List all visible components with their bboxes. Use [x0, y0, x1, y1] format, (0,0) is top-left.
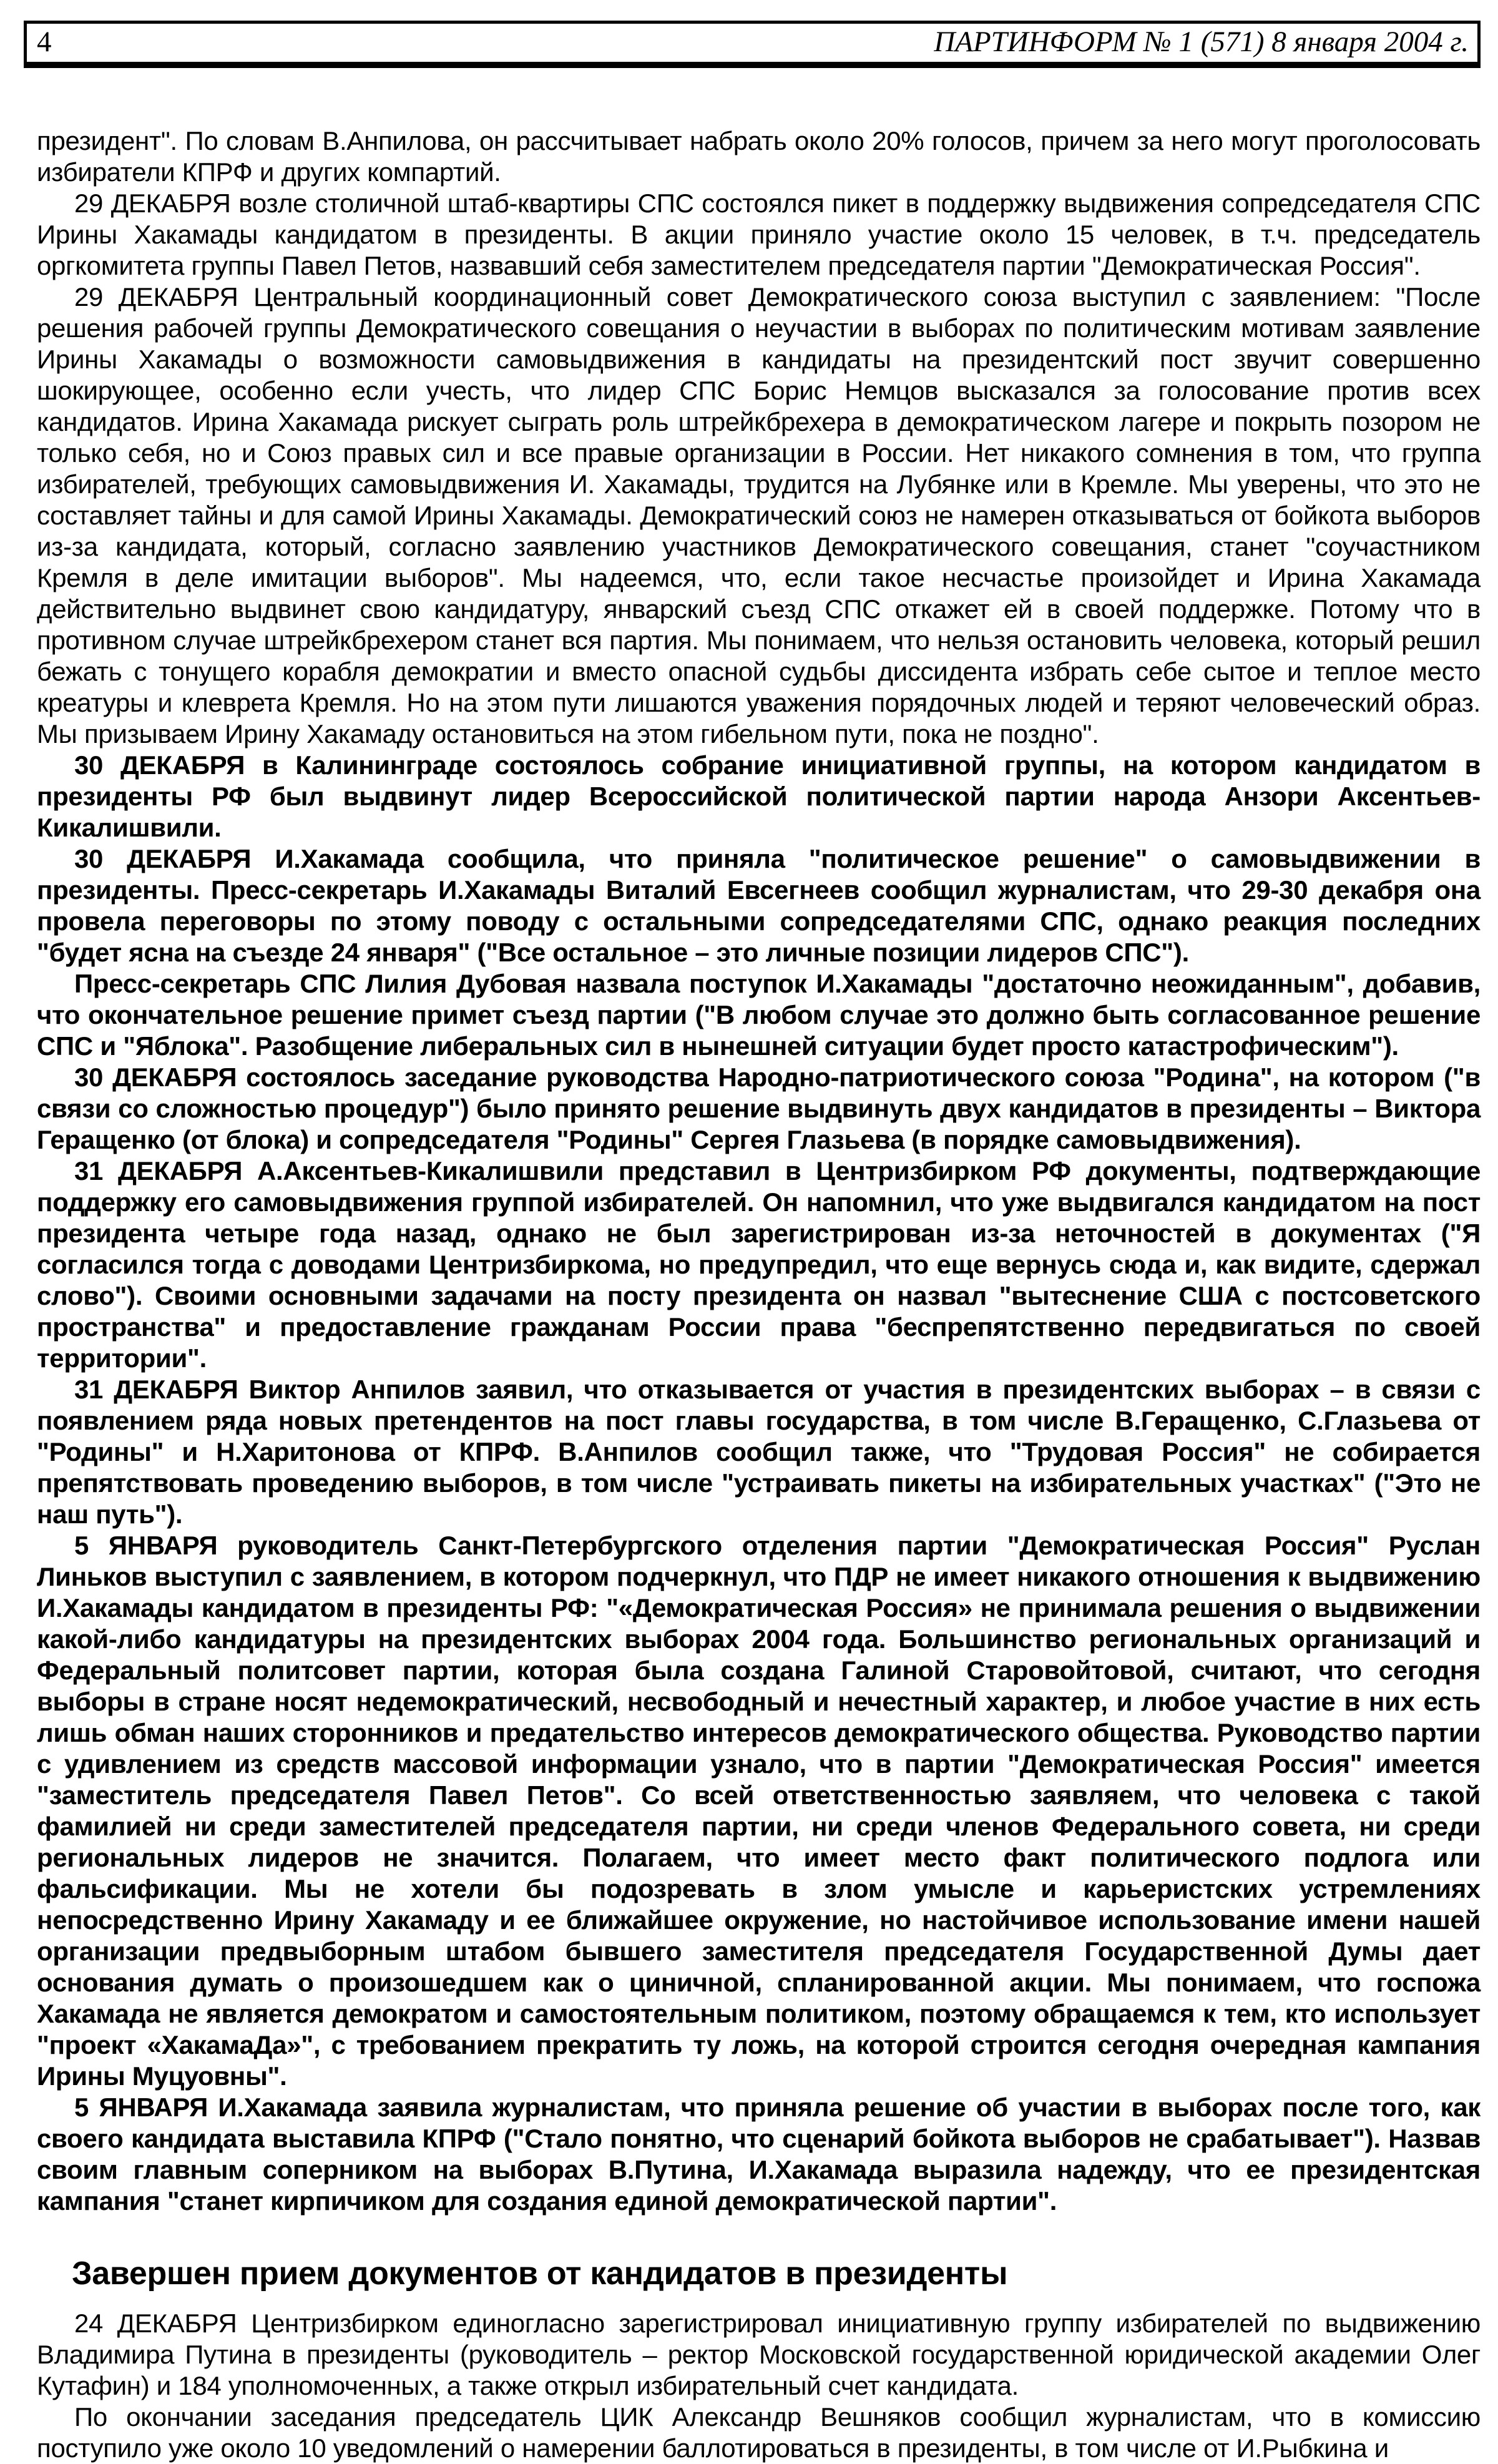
page-header — [24, 21, 1481, 68]
issue-title: ПАРТИНФОРМ № 1 (571) 8 января 2004 г. — [934, 25, 1469, 58]
page-number: 4 — [37, 25, 52, 58]
paragraph: 24 ДЕКАБРЯ Центризбирком единогласно зарегистрировал инициативную группу избирателей по выдвижению Владимира Путина в президенты (руководитель – ректор Московской государственной юридической академии Олег Кутафин) и 184 уполномоченных, а также открыл избирательный счет кандидата. — [37, 2309, 1481, 2400]
paragraph: 29 ДЕКАБРЯ Центральный координационный совет Демократического союза выступил с заявлением: "После решения рабочей группы Демократического совещания о неучастии в выборах по политическим мотивам заявление Ирины Хакамады о возможности самовыдвижения в кандидаты на президентский пост звучит совершенно шокирующее, особенно если учесть, что лидер СПС Борис Немцов высказался за голосование против всех кандидатов. Ирина Хакамада рискует сыграть роль штрейкбрехера в демократическом лагере и покрыть позором не только себя, но и Союз правых сил и все правые организации в России. Нет никакого сомнения в том, что группа избирателей, требующих самовыдвижения И. Хакамады, трудится на Лубянке или в Кремле. Мы уверены, что это не составляет тайны и для самой Ирины Хакамады. Демократический союз не намерен отказываться от бойкота выборов из-за кандидата, который, согласно заявлению участников Демократического совещания, станет "соучастником Кремля в деле имитации выборов". Мы надеемся, что, если такое несчастье произойдет и Ирина Хакамада действительно выдвинет свою кандидатуру, январский съезд СПС откажет ей в своей поддержке. Потому что в противном случае штрейкбрехером станет вся партия. Мы понимаем, что нельзя остановить человека, который решил бежать с тонущего корабля демократии и вместо опасной судьбы диссидента избрать себе сытое и теплое место креатуры и клеврета Кремля. Но на этом пути лишаются уважения порядочных людей и теряют человеческий образ. Мы призываем Ирину Хакамаду остановиться на этом гибельном пути, пока не поздно". — [37, 282, 1481, 749]
paragraph: 30 ДЕКАБРЯ в Калининграде состоялось собрание инициативной группы, на котором кандидатом в президенты РФ был выдвинут лидер Всероссийской политической партии народа Анзори Аксентьев-Кикалишвили. — [37, 750, 1481, 842]
paragraph: 5 ЯНВАРЯ руководитель Санкт-Петербургского отделения партии "Демократическая Россия" Руслан Линьков выступил с заявлением, в котором подчеркнул, что ПДР не имеет никакого отношения к выдвижению И.Хакамады кандидатом в президенты РФ: "«Демократическая Россия» не принимала решения о выдвижении какой-либо кандидатуры на президентских выборах 2004 года. Большинство региональных организаций и Федеральный политсовет партии, которая была создана Галиной Старовойтовой, считают, что сегодня выборы в стране носят недемократический, несвободный и нечестный характер, и любое участие в них есть лишь обман наших сторонников и предательство интересов демократического общества. Руководство партии с удивлением из средств массовой информации узнало, что в партии "Демократическая Россия" имеется "заместитель председателя Павел Петов". Со всей ответственностью заявляем, что человека с такой фамилией ни среди заместителей председателя партии, ни среди членов Федерального совета, ни среди региональных лидеров не значится. Полагаем, что имеет место факт политического подлога или фальсификации. Мы не хотели бы подозревать в злом умысле и карьеристских устремлениях непосредственно Ирину Хакамаду и ее ближайшее окружение, но настойчивое использование имени нашей организации предвыборным штабом бывшего заместителя председателя Государственной Думы дает основания думать о произошедшем как о циничной, спланированной акции. Мы понимаем, что госпожа Хакамада не является демократом и самостоятельным политиком, поэтому обращаемся к тем, кто использует "проект «ХакамаДа»", с требованием прекратить ту ложь, на которой строится сегодня очередная кампания Ирины Муцуовны". — [37, 1531, 1481, 2091]
paragraph: 31 ДЕКАБРЯ Виктор Анпилов заявил, что отказывается от участия в президентских выборах – в связи с появлением ряда новых претендентов на пост главы государства, в том числе В.Геращенко, С.Глазьева от "Родины" и Н.Харитонова от КПРФ. В.Анпилов сообщил также, что "Трудовая Россия" не собирается препятствовать проведению выборов, в том числе "устраивать пикеты на избирательных участках" ("Это не наш путь"). — [37, 1375, 1481, 1529]
paragraph: 31 ДЕКАБРЯ А.Аксентьев-Кикалишвили представил в Центризбирком РФ документы, подтверждающие поддержку его самовыдвижения группой избирателей. Он напомнил, что уже выдвигался кандидатом на пост президента четыре года назад, однако не был зарегистрирован из-за неточностей в документах ("Я согласился тогда с доводами Центризбиркома, но предупредил, что еще вернусь сюда и, как видите, сдержал слово"). Своими основными задачами на посту президента он назвал "вытеснение США с постсоветского пространства" и предоставление гражданам России права "беспрепятственно передвигаться по своей территории". — [37, 1156, 1481, 1373]
article-content — [37, 125, 1481, 2464]
paragraph: 5 ЯНВАРЯ И.Хакамада заявила журналистам, что приняла решение об участии в выборах после того, как своего кандидата выставила КПРФ ("Стало понятно, что сценарий бойкота выборов не срабатывает"). Назвав своим главным соперником на выборах В.Путина, И.Хакамада выразила надежду, что ее президентская кампания "станет кирпичиком для создания единой демократической партии". — [37, 2093, 1481, 2216]
section-heading: Завершен прием документов от кандидатов в президенты — [72, 2255, 1008, 2292]
documents-section-body — [37, 2308, 1481, 2464]
paragraph: 29 ДЕКАБРЯ возле столичной штаб-квартиры СПС состоялся пикет в поддержку выдвижения сопредседателя СПС Ирины Хакамады кандидатом в президенты. В акции приняло участие около 15 человек, в т.ч. председатель оргкомитета группы Павел Петов, назвавший себя заместителем председателя партии "Демократическая Россия". — [37, 189, 1481, 280]
paragraph: 30 ДЕКАБРЯ состоялось заседание руководства Народно-патриотического союза "Родина", на котором ("в связи со сложностью процедур") было принято решение выдвинуть двух кандидатов в президенты – Виктора Геращенко (от блока) и сопредседателя "Родины" Сергея Глазьева (в порядке самовыдвижения). — [37, 1063, 1481, 1154]
paragraph: 30 ДЕКАБРЯ И.Хакамада сообщила, что приняла "политическое решение" о самовыдвижении в президенты. Пресс-секретарь И.Хакамады Виталий Евсегнеев сообщил журналистам, что 29-30 декабря она провела переговоры по этому поводу с остальными сопредседателями СПС, однако реакция последних "будет ясна на съезде 24 января" ("Все остальное – это личные позиции лидеров СПС"). — [37, 844, 1481, 967]
paragraph: По окончании заседания председатель ЦИК Александр Вешняков сообщил журналистам, что в комиссию поступило уже около 10 уведомлений о намерении баллотироваться в президенты, в том числе от И.Рыбкина и — [37, 2402, 1481, 2463]
news-section-body — [37, 125, 1481, 2217]
paragraph: Пресс-секретарь СПС Лилия Дубовая назвала поступок И.Хакамады "достаточно неожиданным", добавив, что окончательное решение примет съезд партии ("В любом случае это должно быть согласованное решение СПС и "Яблока". Разобщение либеральных сил в нынешней ситуации будет просто катастрофическим"). — [37, 969, 1481, 1061]
paragraph: президент". По словам В.Анпилова, он рассчитывает набрать около 20% голосов, причем за него могут проголосовать избиратели КПРФ и других компартий. — [37, 126, 1481, 187]
